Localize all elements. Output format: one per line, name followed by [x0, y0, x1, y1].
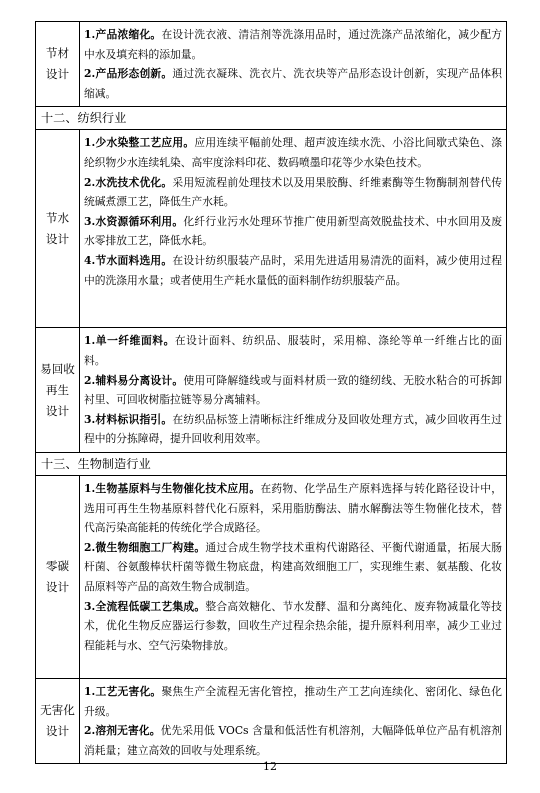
paragraph-heading: 3.材料标识指引。 — [84, 412, 173, 426]
content-paragraph — [84, 251, 502, 290]
paragraph-text: 通过洗衣凝珠、洗衣片、洗衣块等产品形态设计创新，实现产品体积缩减。 — [84, 67, 502, 100]
content-cell — [80, 475, 507, 678]
paragraph-heading: 2.微生物细胞工厂构建。 — [84, 540, 206, 554]
category-label: 无害化 — [40, 703, 75, 718]
content-paragraph — [84, 597, 502, 656]
paragraph-heading: 4.节水面料选用。 — [84, 253, 173, 267]
paragraph-text: 化纤行业污水处理环节推广使用新型高效脱盐技术、中水回用及废水零排放工艺，降低水耗。 — [84, 214, 502, 248]
content-cell — [80, 678, 507, 763]
content-cell — [80, 22, 507, 107]
section-row — [36, 452, 507, 475]
category-cell — [36, 678, 80, 763]
category-label: 易回收 — [40, 361, 75, 376]
category-label: 设计 — [45, 67, 70, 82]
paragraph-text: 在设计面料、纺织品、服装时，采用棉、涤纶等单一纤维占比的面料。 — [84, 334, 502, 367]
content-paragraph — [84, 721, 502, 760]
content-paragraph — [84, 538, 502, 597]
content-cell — [80, 328, 507, 453]
paragraph-heading: 2.辅料易分离设计。 — [84, 373, 184, 387]
paragraph-text: 在设计纺织服装产品时，采用先进适用易清洗的面料，减少使用过程中的洗涤用水量；或者使用生产耗水量低的面料制作纺织服装产品。 — [84, 253, 502, 287]
content-paragraph — [84, 25, 502, 64]
table-body — [36, 22, 507, 764]
category-label: 设计 — [45, 403, 70, 418]
paragraph-heading: 1.生物基原料与生物催化技术应用。 — [84, 481, 261, 495]
paragraph-text: 采用短流程前处理技术以及用果胶酶、纤维素酶等生物酶制剂替代传统碱煮漂工艺，降低生产水耗。 — [84, 175, 502, 209]
paragraph-heading: 2.溶剂无害化。 — [84, 724, 161, 738]
paragraph-text: 在纺织品标签上清晰标注纤维成分及回收处理方式，减少回收再生过程中的分拣障碍，提升回收利用效率。 — [84, 412, 502, 446]
item-row — [36, 328, 507, 453]
content-paragraph — [84, 331, 502, 370]
item-row — [36, 475, 507, 678]
paragraph-text: 在设计洗衣液、清洁剂等洗涤用品时，通过洗涤产品浓缩化，减少配方中水及填充料的添加量。 — [84, 28, 502, 61]
category-cell — [36, 328, 80, 453]
paragraph-text: 应用连续平幅前处理、超声波连续水洗、小浴比间歇式染色、涤纶织物少水连续轧染、高牢度涂料印花、数码喷墨印花等少水染色技术。 — [84, 136, 502, 169]
paragraph-text: 在药物、化学品生产原料选择与转化路径设计中，选用可再生生物基原料替代化石原料，采用脂肪酶法、腈水解酶法等生物催化技术，替代高污染高能耗的传统化学合成路径。 — [84, 481, 502, 535]
paragraph-heading: 2.产品形态创新。 — [84, 67, 173, 81]
category-label: 节材 — [45, 46, 70, 61]
content-paragraph — [84, 64, 502, 103]
paragraph-heading: 2.水洗技术优化。 — [84, 175, 173, 189]
content-paragraph — [84, 212, 502, 251]
paragraph-heading: 3.全流程低碳工艺集成。 — [84, 599, 206, 613]
category-label: 设计 — [45, 579, 70, 594]
paragraph-heading: 1.产品浓缩化。 — [84, 28, 162, 41]
category-label: 零碳 — [45, 558, 70, 573]
section-title: 十二、纺织行业 — [36, 107, 507, 130]
content-paragraph — [84, 133, 502, 172]
item-row — [36, 678, 507, 763]
content-paragraph — [84, 371, 502, 410]
category-label: 节水 — [45, 210, 70, 225]
paragraph-text: 优先采用低 VOCs 含量和低活性有机溶剂，大幅降低单位产品有机溶剂消耗量；建立高效的回收与处理系统。 — [84, 724, 502, 757]
paragraph-heading: 1.单一纤维面料。 — [84, 334, 175, 348]
content-cell — [80, 130, 507, 328]
content-paragraph — [84, 410, 502, 449]
paragraph-heading: 3.水资源循环利用。 — [84, 214, 184, 228]
category-label: 设计 — [45, 724, 70, 739]
paragraph-heading: 1.少水染整工艺应用。 — [84, 136, 195, 150]
content-table — [35, 21, 507, 764]
section-row — [36, 107, 507, 130]
content-paragraph — [84, 479, 502, 538]
paragraph-text: 使用可降解缝线或与面料材质一致的缝纫线、无胶水粘合的可拆卸衬里、可回收树脂拉链等易分离辅料。 — [84, 373, 502, 407]
paragraph-text: 通过合成生物学技术重构代谢路径、平衡代谢通量，拓展大肠杆菌、谷氨酸棒状杆菌等微生物底盘，构建高效细胞工厂，实现维生素、氨基酸、化妆品原料等产品的高效生物合成制造。 — [84, 540, 502, 593]
page-number: 12 — [263, 760, 277, 773]
paragraph-heading: 1.工艺无害化。 — [84, 684, 162, 698]
paragraph-text: 聚焦生产全流程无害化管控，推动生产工艺向连续化、密闭化、绿色化升级。 — [84, 684, 502, 718]
category-cell — [36, 475, 80, 678]
paragraph-text: 整合高效糖化、节水发酵、温和分离纯化、废弃物减量化等技术，优化生物反应器运行参数，回收生产过程余热余能，提升原料利用率，减少工业过程能耗与水、空气污染物排放。 — [84, 599, 502, 652]
content-paragraph — [84, 173, 502, 212]
category-cell — [36, 130, 80, 328]
category-label: 设计 — [45, 231, 70, 246]
section-title: 十三、生物制造行业 — [36, 452, 507, 475]
content-paragraph — [84, 682, 502, 721]
item-row — [36, 22, 507, 107]
category-label: 再生 — [45, 382, 70, 397]
item-row — [36, 130, 507, 328]
category-cell — [36, 22, 80, 107]
